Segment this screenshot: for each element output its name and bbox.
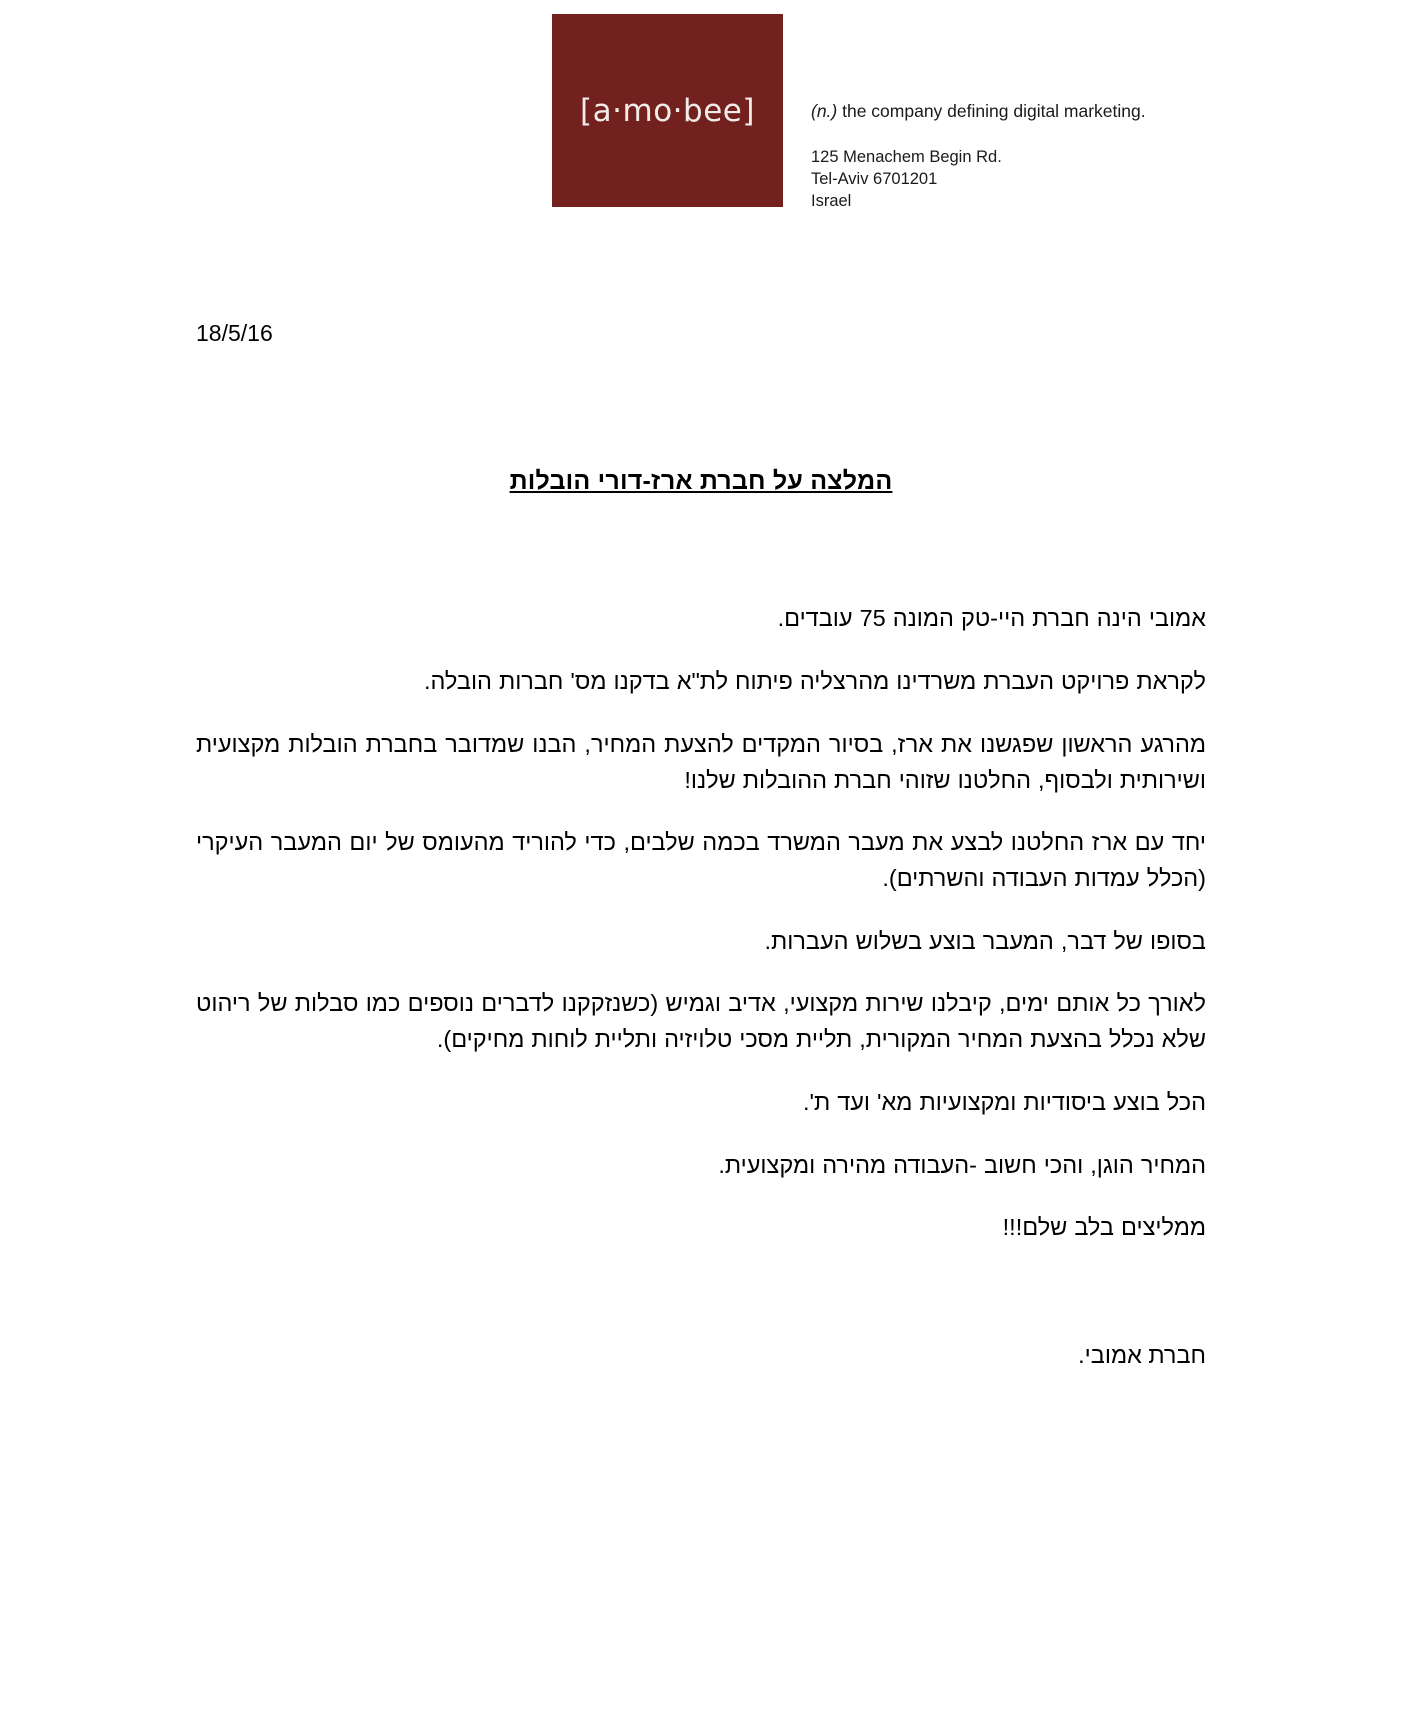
address-line-country: Israel <box>811 191 852 210</box>
page-title: המלצה על חברת ארז-דורי הובלות <box>509 467 893 496</box>
paragraph: בסופו של דבר, המעבר בוצע בשלוש העברות. <box>764 927 1206 954</box>
letter-date: 18/5/16 <box>196 320 273 347</box>
paragraph: יחד עם ארז החלטנו לבצע את מעבר המשרד בכמה שלבים, כדי להוריד מהעומס של יום המעבר העיקרי (הכלל עמדות העבודה והשרתים). <box>196 829 1206 891</box>
address-line-city: Tel-Aviv 6701201 <box>811 169 938 188</box>
paragraph: המחיר הוגן, והכי חשוב -העבודה מהירה ומקצועית. <box>718 1151 1206 1178</box>
paragraph: ממליצים בלב שלם!!! <box>1002 1214 1206 1241</box>
paragraph: לאורך כל אותם ימים, קיבלנו שירות מקצועי, אדיב וגמיש (כשנזקקנו לדברים נוספים כמו סבלות של ריהוט שלא נכלל בהצעת המחיר המקורית, תליית מסכי טלויזיה ותליית לוחות מחיקים). <box>196 990 1206 1053</box>
letter-body <box>196 347 1206 1373</box>
paragraph: אמובי הינה חברת היי-טק המונה 75 עובדים. <box>777 605 1206 632</box>
amobee-logo <box>552 14 783 207</box>
logo-wordmark: [a·mo·bee] <box>580 92 755 129</box>
tagline-text: the company defining digital marketing. <box>837 101 1146 121</box>
tagline-abbreviation: (n.) <box>811 101 838 121</box>
paragraph: הכל בוצע ביסודיות ומקצועיות מא' ועד ת'. <box>802 1088 1206 1115</box>
paragraph: לקראת פרויקט העברת משרדינו מהרצליה פיתוח לת"א בדקנו מס' חברות הובלה. <box>423 668 1206 695</box>
company-tagline <box>811 100 1146 123</box>
letterhead <box>0 0 1402 212</box>
paragraph: מהרגע הראשון שפגשנו את ארז, בסיור המקדים להצעת המחיר, הבנו שמדובר בחברת הובלות מקצועית ושירותית ולבסוף, החלטנו שזוהי חברת ההובלות שלנו! <box>196 730 1206 793</box>
company-info <box>783 14 1146 212</box>
letter-signature: חברת אמובי. <box>1078 1342 1206 1369</box>
address-line-street: 125 Menachem Begin Rd. <box>811 148 1002 167</box>
